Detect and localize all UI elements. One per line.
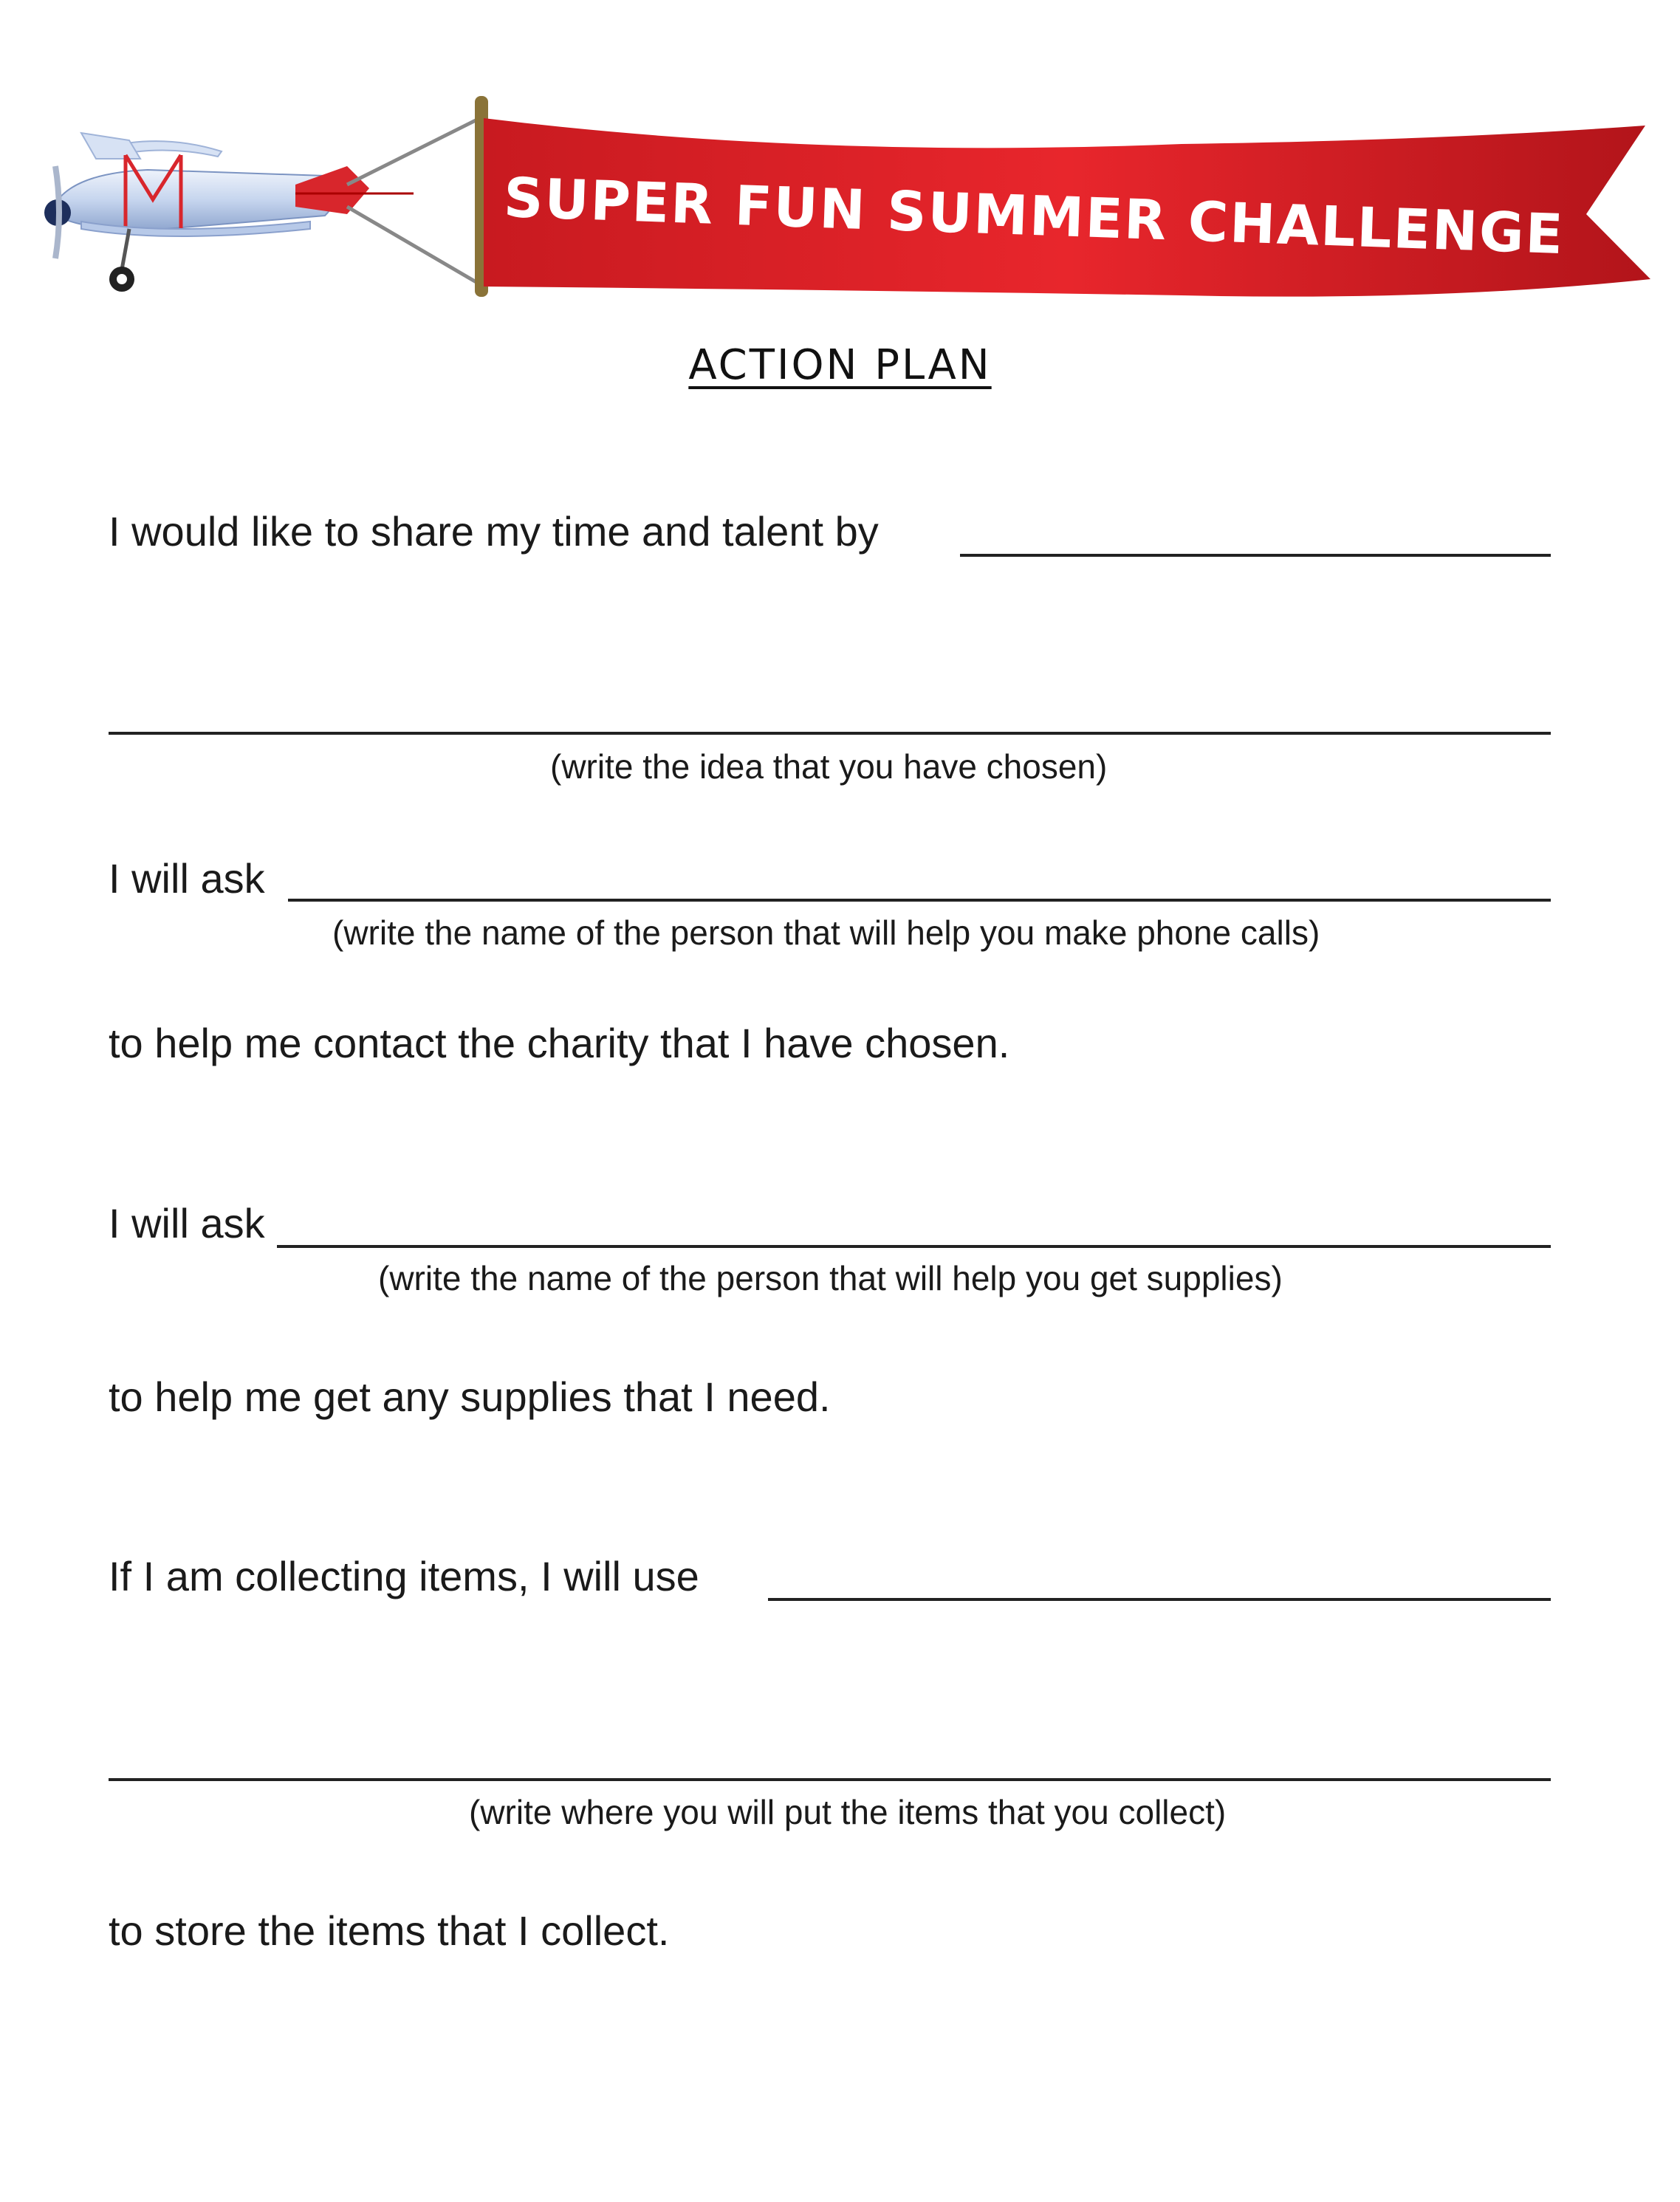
hint-storage: (write where you will put the items that you collect) xyxy=(469,1793,1227,1831)
blank-phone-helper[interactable] xyxy=(288,899,1551,902)
hint-idea: (write the idea that you have chosen) xyxy=(550,747,1108,786)
hint-phone-helper: (write the name of the person that will help you make phone calls) xyxy=(332,913,1320,952)
prompt-share-time: I would like to share my time and talent by xyxy=(109,508,879,555)
text-contact-charity: to help me contact the charity that I have chosen. xyxy=(109,1020,1010,1066)
blank-storage-line-1[interactable] xyxy=(768,1598,1551,1601)
tow-rope xyxy=(347,118,480,284)
header-banner-art xyxy=(0,0,1680,325)
banner-text: SUPER FUN SUMMER CHALLENGE xyxy=(502,165,1566,267)
blank-storage-line-2[interactable] xyxy=(109,1778,1551,1781)
page-title: ACTION PLAN xyxy=(688,341,992,389)
text-store-items: to store the items that I collect. xyxy=(109,1907,670,1954)
prompt-ask-supplies: I will ask xyxy=(109,1200,265,1246)
blank-idea-line-1[interactable] xyxy=(960,554,1551,557)
text-get-supplies: to help me get any supplies that I need. xyxy=(109,1373,831,1420)
prompt-collecting-items: If I am collecting items, I will use xyxy=(109,1553,699,1599)
prompt-ask-phone: I will ask xyxy=(109,855,265,902)
hint-supplies-helper: (write the name of the person that will help you get supplies) xyxy=(378,1259,1283,1297)
blank-idea-line-2[interactable] xyxy=(109,732,1551,735)
blank-supplies-helper[interactable] xyxy=(277,1245,1551,1248)
